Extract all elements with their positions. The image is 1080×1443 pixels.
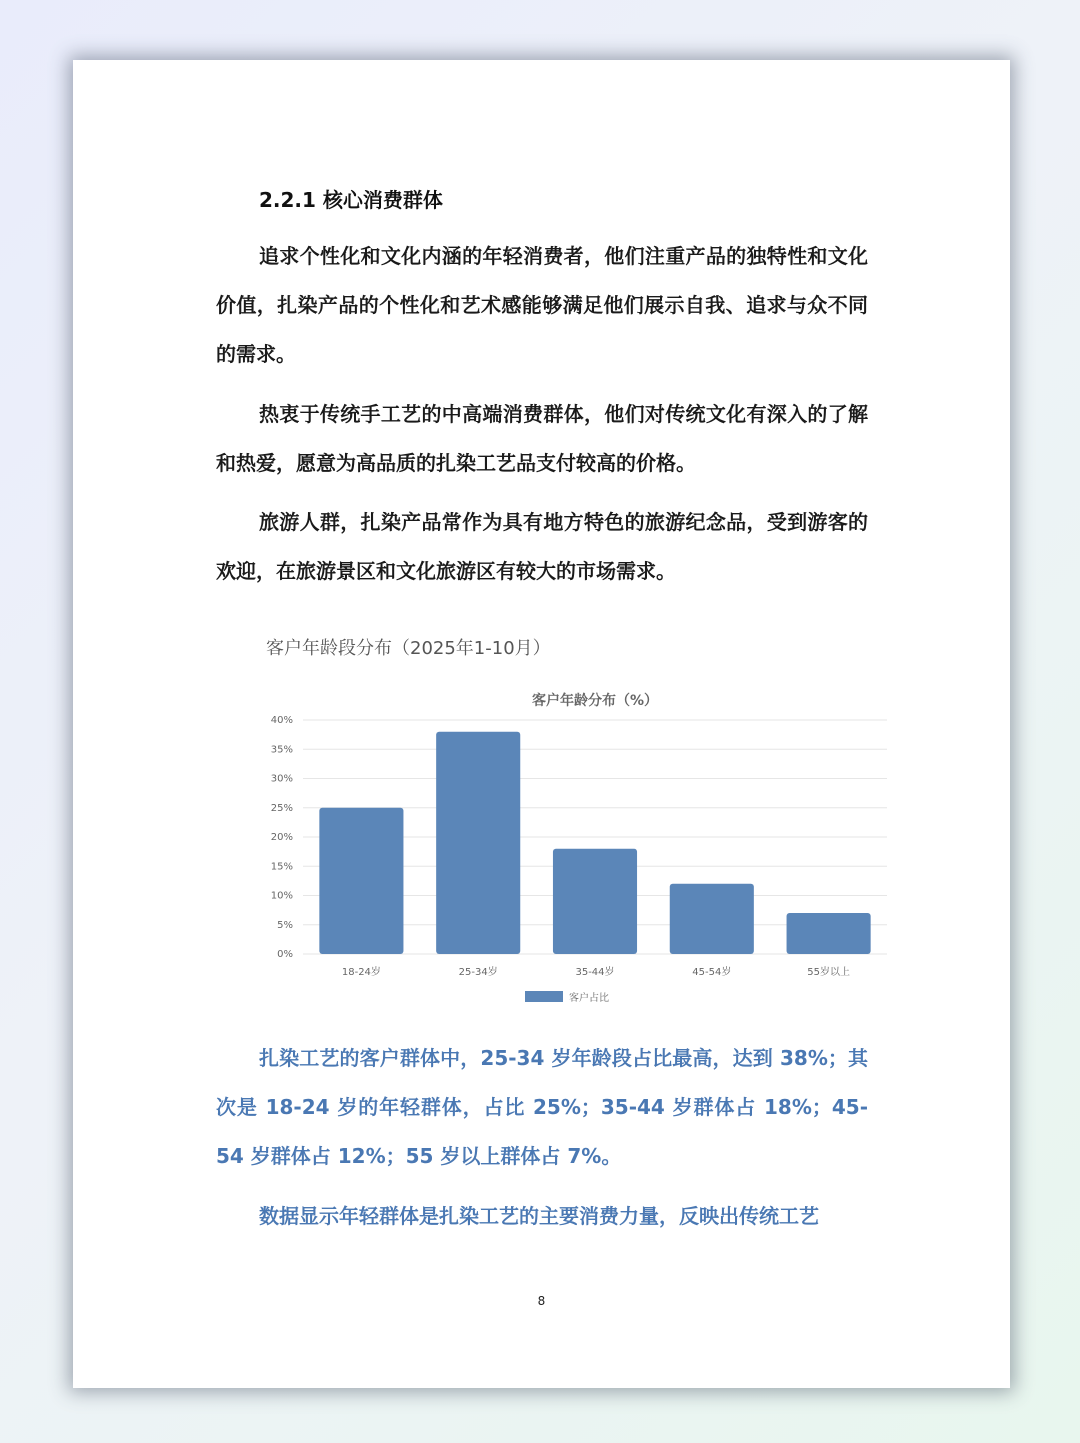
paragraph-young-consumers: 追求个性化和文化内涵的年轻消费者，他们注重产品的独特性和文化价值，扎染产品的个性化和艺术感能够满足他们展示自我、追求与众不同的需求。 (216, 244, 868, 366)
x-tick-label: 35-44岁 (575, 967, 615, 978)
x-tick-label: 18-24岁 (341, 967, 381, 978)
page-number: 8 (537, 1294, 546, 1308)
analysis-paragraph-continued: 数据显示年轻群体是扎染工艺的主要消费力量，反映出传统工艺 (259, 1204, 819, 1228)
paragraph-tourists: 旅游人群，扎染产品常作为具有地方特色的旅游纪念品，受到游客的欢迎，在旅游景区和文化旅游区有较大的市场需求。 (216, 510, 868, 583)
legend-swatch (525, 991, 563, 1002)
y-tick-label: 30% (270, 773, 293, 785)
y-tick-label: 25% (270, 802, 293, 814)
bar (553, 849, 637, 954)
bar (319, 808, 403, 954)
y-tick-label: 35% (270, 744, 293, 756)
chart-title: 客户年龄分布（%） (531, 693, 659, 709)
section-heading: 2.2.1 核心消费群体 (259, 188, 443, 212)
x-tick-label: 55岁以上 (807, 967, 850, 978)
bar (436, 732, 520, 954)
y-tick-label: 0% (277, 949, 293, 960)
x-tick-label: 25-34岁 (458, 967, 498, 978)
y-tick-label: 5% (277, 919, 293, 931)
chart-caption: 客户年龄段分布（2025年1-10月） (266, 638, 551, 659)
y-tick-label: 10% (270, 890, 293, 902)
analysis-paragraph: 扎染工艺的客户群体中，25-34 岁年龄段占比最高，达到 38%；其次是 18-24 岁的年轻群体，占比 25%；35-44 岁群体占 18%；45-54 岁群体占 12%；55 岁以上群体占 7%。 (216, 1046, 868, 1168)
age-distribution-chart (253, 680, 893, 1010)
paragraph-premium-consumers: 热衷于传统手工艺的中高端消费群体，他们对传统文化有深入的了解和热爱，愿意为高品质的扎染工艺品支付较高的价格。 (216, 402, 868, 475)
x-tick-label: 45-54岁 (692, 967, 732, 978)
y-tick-label: 15% (270, 861, 293, 873)
document-page (73, 60, 1010, 1388)
bar (787, 913, 871, 954)
bar (670, 884, 754, 954)
y-tick-label: 20% (270, 832, 293, 843)
legend-label: 客户占比 (569, 993, 609, 1004)
y-tick-label: 40% (270, 715, 293, 726)
